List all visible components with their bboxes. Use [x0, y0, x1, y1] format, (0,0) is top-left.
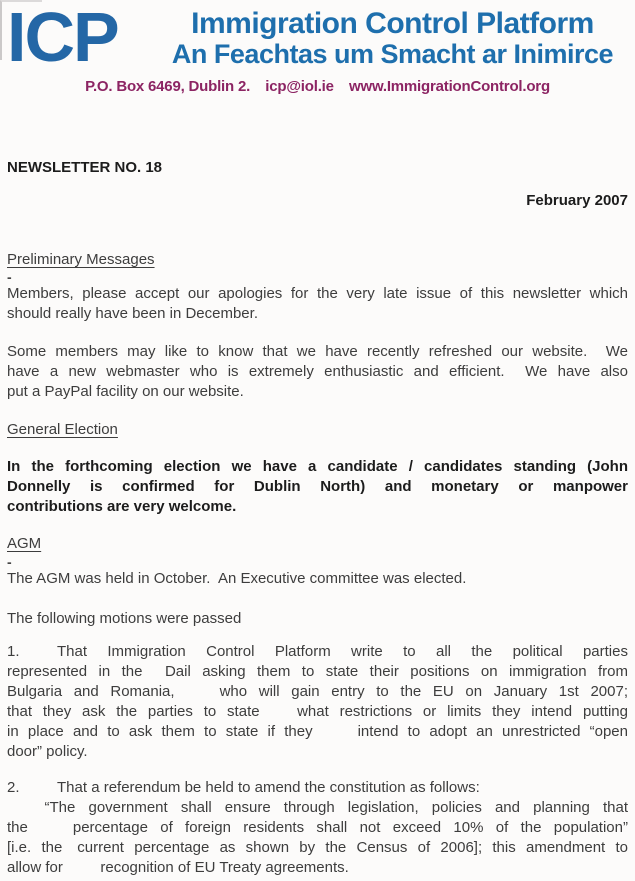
motion-1-text: 1. That Immigration Control Platform write to all the political parties represented in the Dail asking them to state their positions on immigration from Bulgaria and Romania, who will gain entry to the EU on January 1st 2007; that they ask the parties to state what restrictions or limits they intend putting in place and to ask them to state if they intend to adopt an unrestricted “open door” policy. [7, 643, 628, 760]
paragraph-apologies: Members, please accept our apologies for the very late issue of this newsletter which should really have been in December. [7, 285, 628, 322]
paragraph-website-refresh: Some members may like to know that we have recently refreshed our website. We have a new webmaster who is extremely enthusiastic and efficient. We have also put a PayPal facility on our website. [7, 343, 628, 400]
stray-dash-artifact: - [7, 269, 12, 285]
issue-date: February 2007 [526, 192, 628, 209]
stray-dash-artifact-2: - [7, 554, 12, 570]
org-name-english: Immigration Control Platform [191, 7, 594, 40]
section-heading-preliminary-messages: Preliminary Messages [7, 251, 155, 268]
paragraph-motions-intro: The following motions were passed [7, 610, 242, 627]
paragraph-election-candidates: In the forthcoming election we have a candidate / candidates standing (John Donnelly is confirmed for Dublin North) and monetary or manpower contributions are very welcome. [7, 458, 628, 515]
section-heading-agm: AGM [7, 535, 42, 552]
newsletter-number: NEWSLETTER NO. 18 [7, 159, 163, 176]
paragraph-agm-held: The AGM was held in October. An Executive committee was elected. [7, 570, 467, 587]
org-name-irish: An Feachtas um Smacht ar Inimirce [171, 39, 614, 69]
contact-info-line: P.O. Box 6469, Dublin 2. icp@iol.ie www.ImmigrationControl.org [85, 78, 550, 95]
org-titles [157, 6, 628, 69]
motion-2-text: 2. That a referendum be held to amend the constitution as follows: “The government shall ensure through legislation, policies and planning that the percentage of foreign residents shall not exceed 10% of the population” [i.e. the current percentage as shown by the Census of 2006]; this amendment to allow for recognition of EU Treaty agreements. [7, 779, 628, 876]
icp-logo: ICP [7, 0, 118, 76]
section-heading-general-election: General Election [7, 421, 118, 438]
masthead-header [7, 0, 628, 76]
